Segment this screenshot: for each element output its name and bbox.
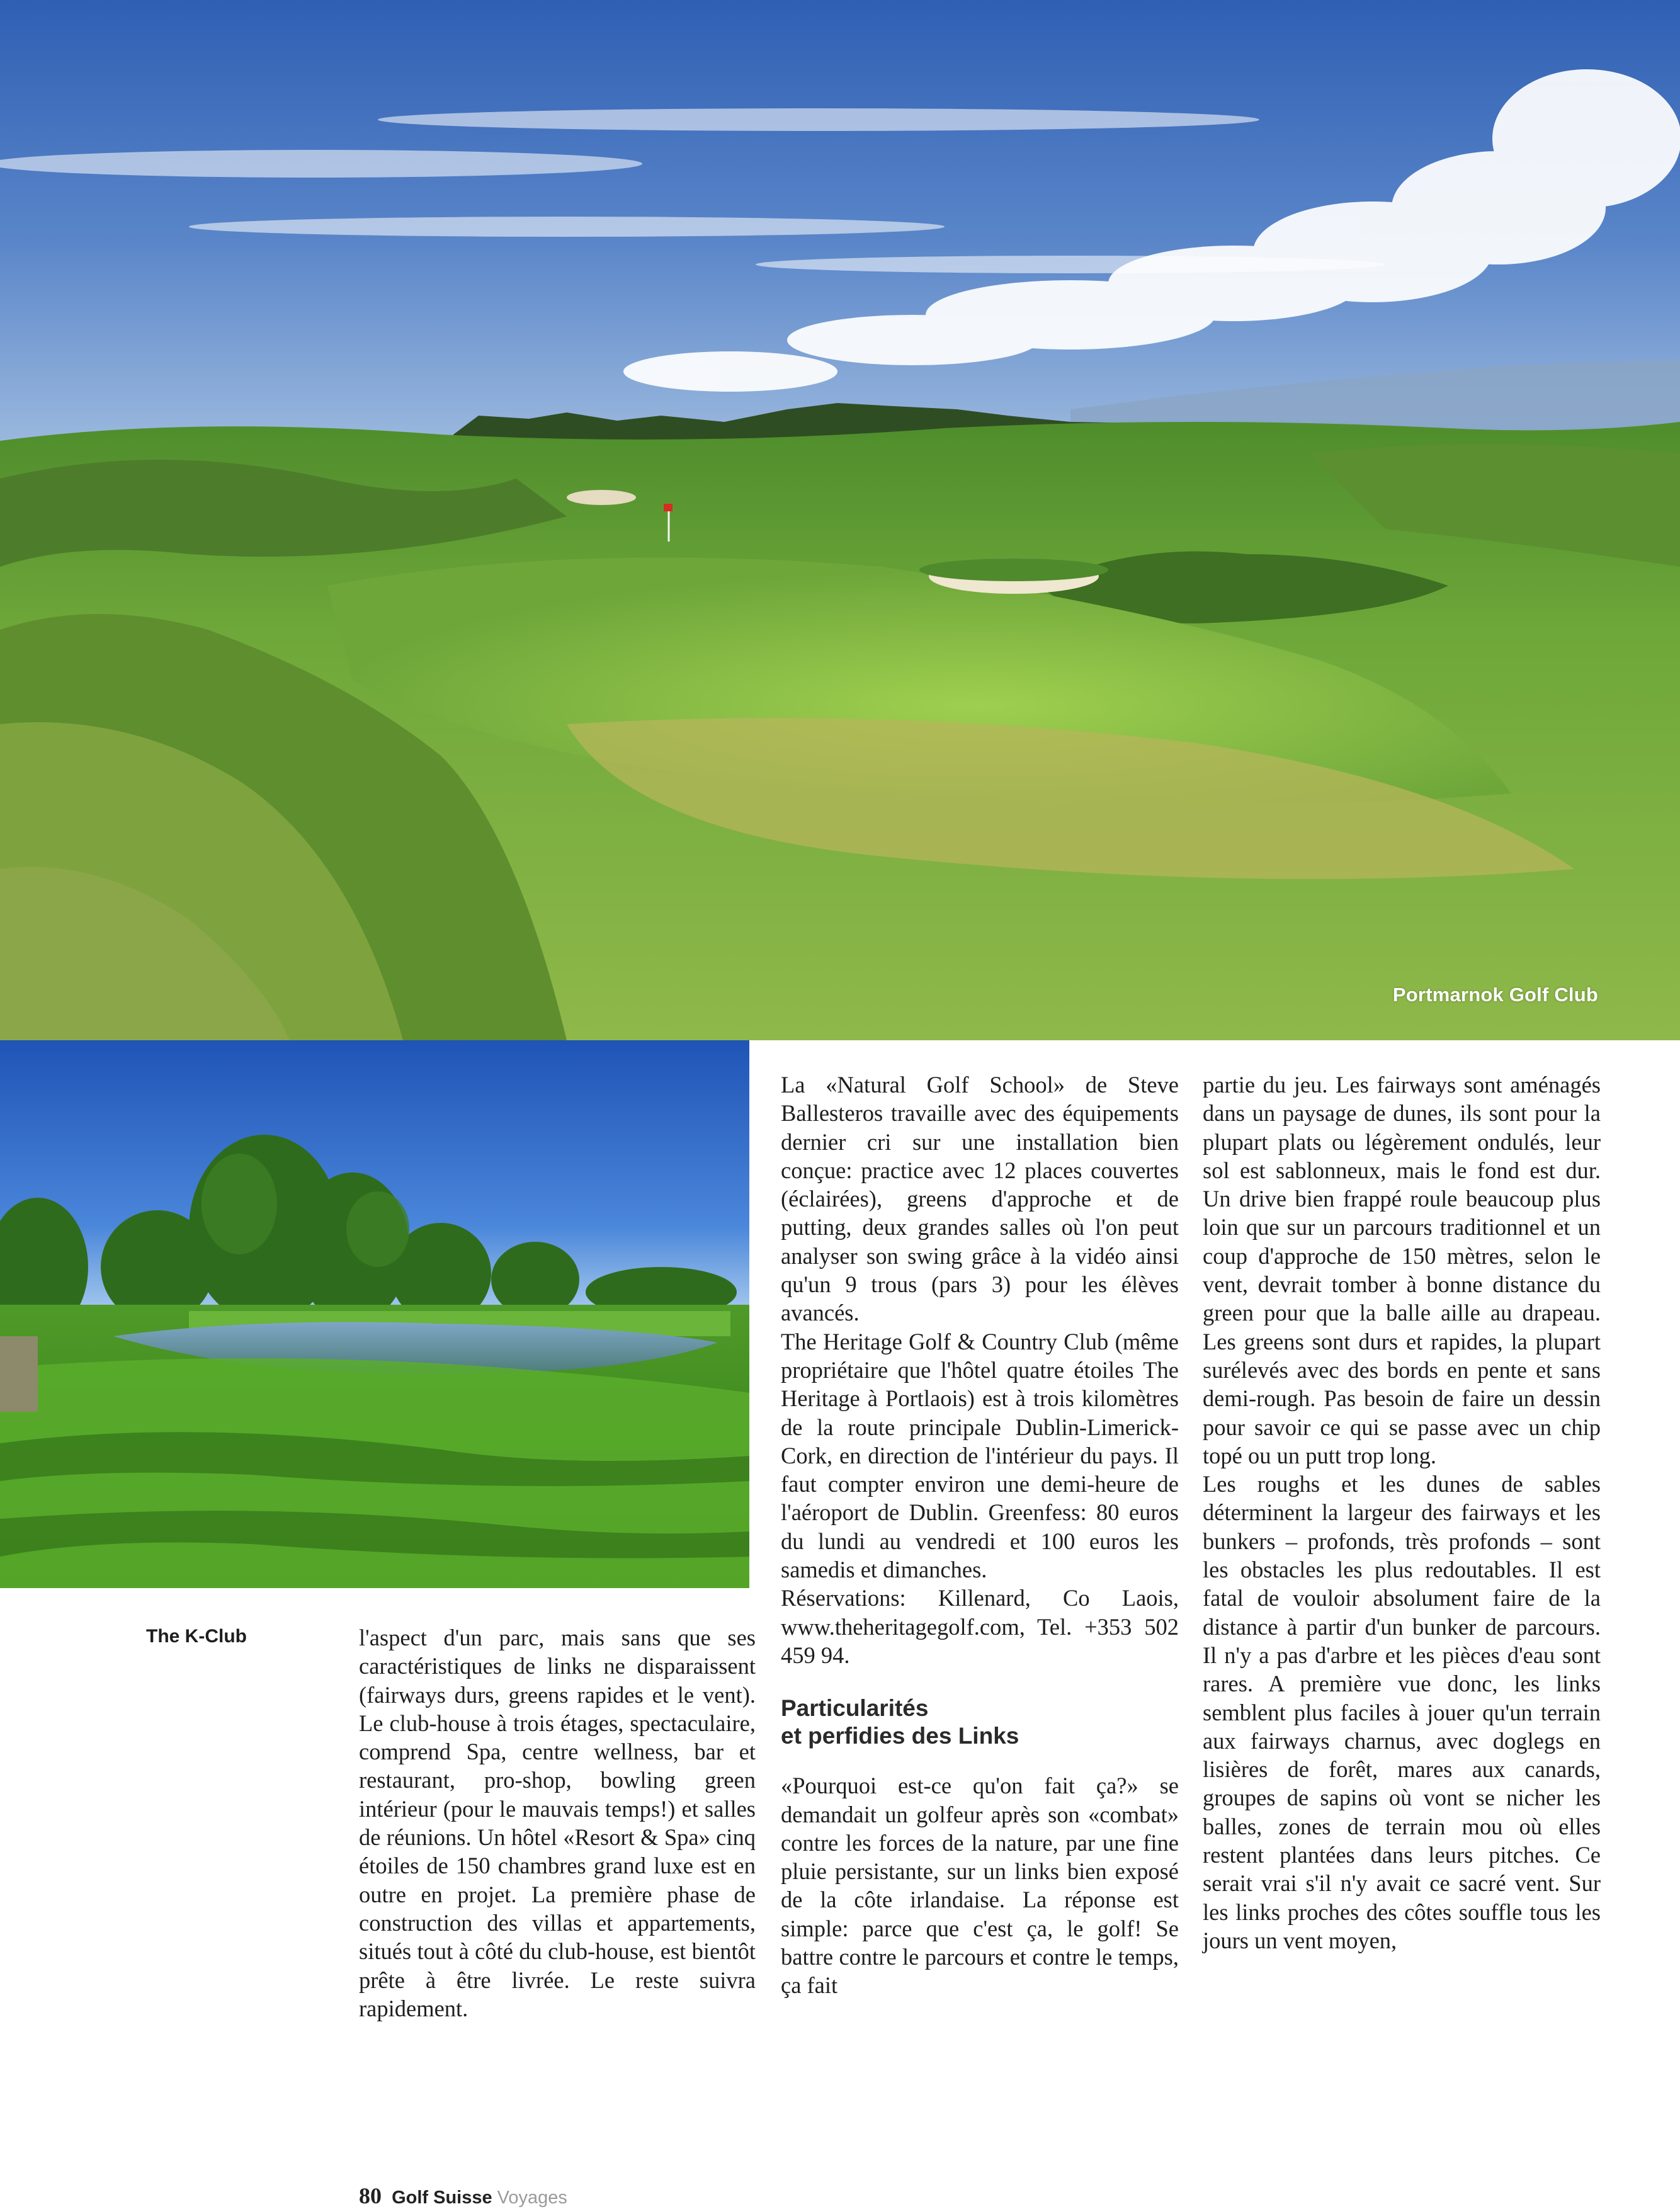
section-heading [781,1695,1179,1750]
article-column-1 [359,1623,756,2023]
page-footer [359,2183,567,2209]
body-paragraph: Les roughs et les dunes de sables déterminent la largeur des fairways et les bunkers – profonds, très profonds – sont les obstacles les plus redoutables. Il est fatal de vouloir absolument faire de la distance à partir d'un bunker de parcours. Il n'y a pas d'arbre et les pièces d'eau sont rares. A première vue donc, les links semblent plus faciles à jouer qu'un terrain aux fairways charnus, avec doglegs en lisières de forêt, mares aux canards, groupes de sapins où vont se nicher les balles, zones de terrain mou où elles restent plantées dans leurs pitches. Ce serait vrai s'il n'y avait ce sacré vent. Sur les links proches des côtes souffle tous les jours un vent moyen, [1203,1471,1601,1953]
kclub-photo [0,1040,749,1588]
kclub-photo-caption: The K-Club [146,1626,247,1647]
section-heading-line-1: Particularités [781,1695,929,1722]
magazine-section: Voyages [497,2188,567,2208]
hero-photo [0,0,1680,1040]
body-paragraph: The Heritage Golf & Country Club (même propriétaire que l'hôtel quatre étoiles The Heritage à Portlaois) est à trois kilomètres de la route principale Dublin-Limerick-Cork, en direction de l'intérieur du pays. Il faut compter environ une demi-heure de l'aéroport de Dublin. Greenfess: 80 euros du lundi au vendredi et 100 euros les samedis et dimanches. [781,1328,1179,1583]
magazine-name: Golf Suisse [392,2188,492,2208]
body-paragraph: l'aspect d'un parc, mais sans que ses caractéristiques de links ne disparaissent (fairways durs, greens rapides et le vent). Le club-house à trois étages, spectaculaire, comprend Spa, centre wellness, bar et restaurant, pro-shop, bowling green intérieur (pour le mauvais temps!) et salles de réunions. Un hôtel «Resort & Spa» cinq étoiles de 150 chambres grand luxe est en outre en projet. La première phase de construction des villas et appartements, situés tout à côté du club-house, est bientôt prête à être livrée. Le reste suivra rapidement. [359,1625,756,2021]
article-column-2 [781,1070,1179,2000]
hero-landscape-image [0,0,1680,1040]
article-column-3 [1203,1070,1601,1955]
body-paragraph: «Pourquoi est-ce qu'on fait ça?» se demandait un golfeur après son «combat» contre les forces de la nature, par une fine pluie persistante, sur un links bien exposé de la côte irlandaise. La réponse est simple: parce que c'est ça, le golf! Se battre contre le parcours et contre le temps, ça fait [781,1773,1179,1999]
reservations-paragraph: Réservations: Killenard, Co Laois, www.theheritagegolf.com, Tel. +353 502 459 94. [781,1585,1179,1668]
page-number: 80 [359,2183,382,2208]
kclub-landscape-image [0,1040,749,1588]
body-paragraph: La «Natural Golf School» de Steve Ballesteros travaille avec des équipements dernier cri sur une installation bien conçue: practice avec 12 places couvertes (éclairées), greens d'approche et de putting, deux grandes salles où l'on peut analyser son swing grâce à la vidéo ainsi qu'un 9 trous (pars 3) pour les élèves avancés. [781,1072,1179,1326]
hero-photo-caption: Portmarnok Golf Club [1392,984,1598,1006]
body-paragraph: partie du jeu. Les fairways sont aménagés dans un paysage de dunes, ils sont pour la plupart plats ou légèrement ondulés, leur sol est sablonneux, mais le fond est dur. Un drive bien frappé roule beaucoup plus loin que sur un parcours traditionnel et un coup d'approche de 150 mètres, selon le vent, devrait tomber à bonne distance du green pour que la balle aille au drapeau. Les greens sont durs et rapides, la plupart surélevés avec des bords en pente et sans demi-rough. Pas besoin de faire un dessin pour savoir ce qui se passe avec un chip topé ou un putt trop long. [1203,1072,1601,1468]
section-heading-line-2: et perfidies des Links [781,1723,1019,1749]
